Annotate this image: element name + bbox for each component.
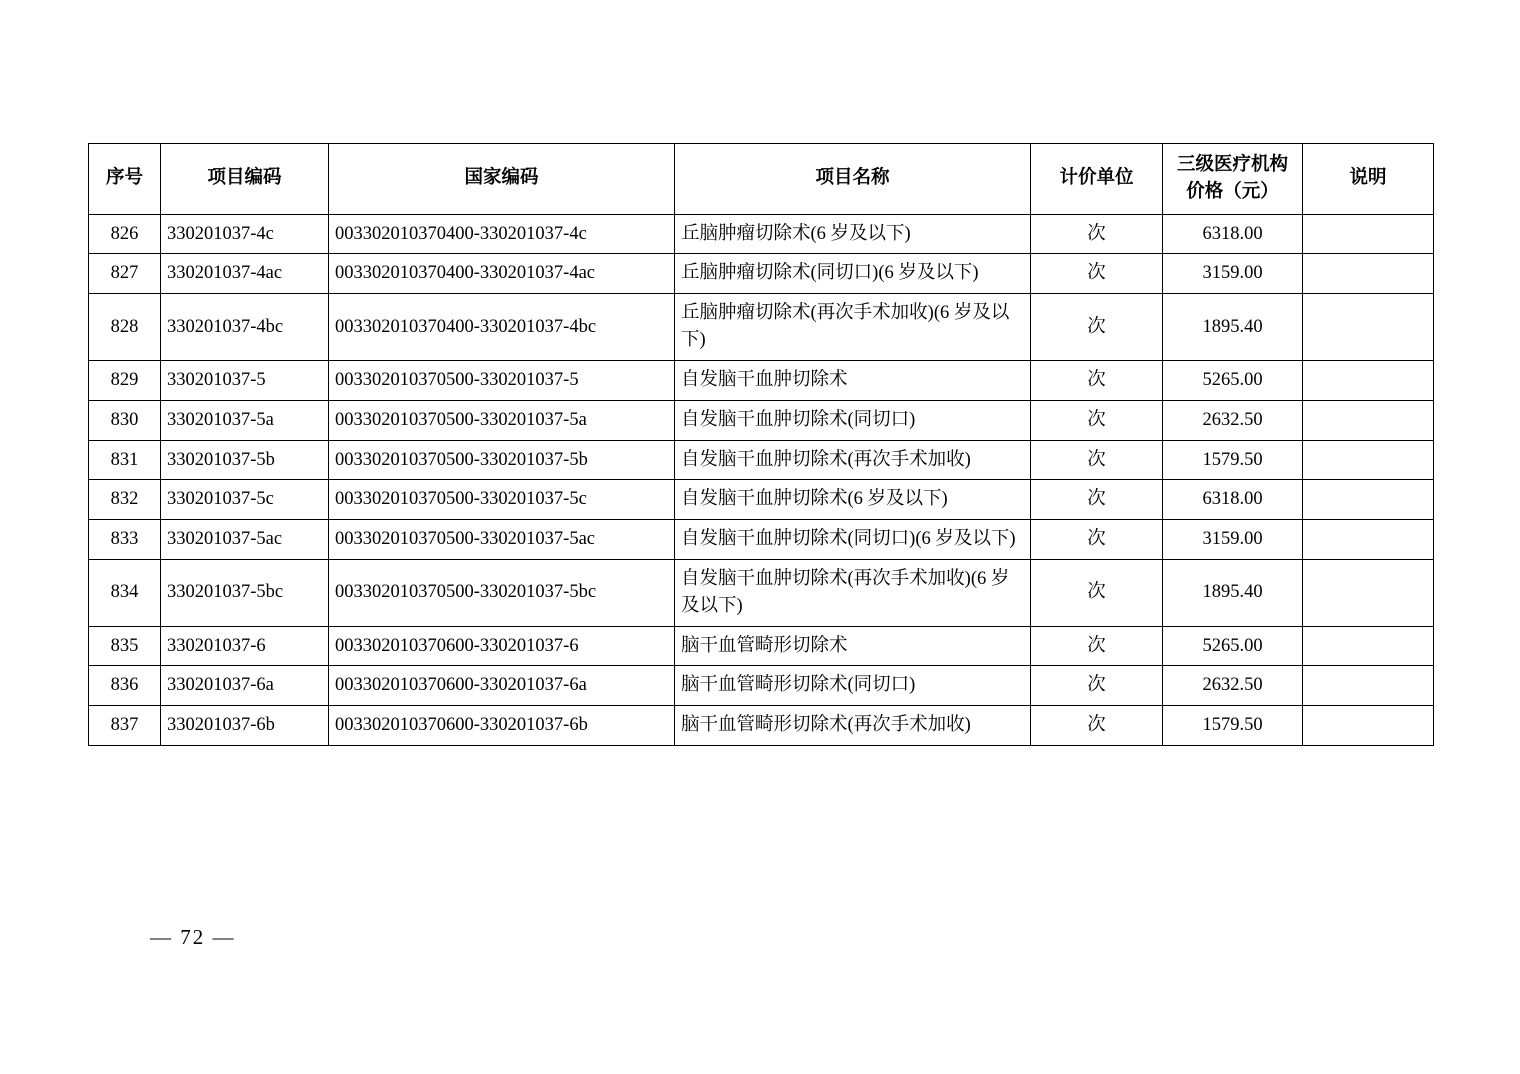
cell-price: 6318.00 (1163, 480, 1303, 520)
table-row (89, 626, 1434, 666)
cell-code: 330201037-5bc (161, 559, 329, 626)
cell-code: 330201037-5 (161, 360, 329, 400)
cell-price: 1895.40 (1163, 294, 1303, 361)
medical-price-table (88, 143, 1434, 746)
cell-national-code: 003302010370400-330201037-4bc (329, 294, 675, 361)
cell-code: 330201037-5a (161, 400, 329, 440)
cell-national-code: 003302010370600-330201037-6b (329, 706, 675, 746)
cell-price: 2632.50 (1163, 666, 1303, 706)
cell-seq: 826 (89, 214, 161, 254)
cell-note (1303, 520, 1434, 560)
cell-name: 丘脑肿瘤切除术(同切口)(6 岁及以下) (675, 254, 1031, 294)
cell-note (1303, 440, 1434, 480)
table-row (89, 559, 1434, 626)
column-header-price-line2: 价格（元） (1186, 181, 1279, 202)
cell-national-code: 003302010370600-330201037-6a (329, 666, 675, 706)
cell-seq: 833 (89, 520, 161, 560)
table-row (89, 440, 1434, 480)
cell-unit: 次 (1031, 214, 1163, 254)
table-header-row (89, 144, 1434, 215)
cell-national-code: 003302010370400-330201037-4c (329, 214, 675, 254)
table-row (89, 706, 1434, 746)
cell-seq: 837 (89, 706, 161, 746)
cell-seq: 827 (89, 254, 161, 294)
cell-code: 330201037-5b (161, 440, 329, 480)
cell-code: 330201037-6a (161, 666, 329, 706)
cell-code: 330201037-4c (161, 214, 329, 254)
cell-national-code: 003302010370500-330201037-5b (329, 440, 675, 480)
column-header-national-code: 国家编码 (329, 144, 675, 215)
table-row (89, 666, 1434, 706)
cell-national-code: 003302010370500-330201037-5ac (329, 520, 675, 560)
column-header-name: 项目名称 (675, 144, 1031, 215)
cell-unit: 次 (1031, 480, 1163, 520)
table-row (89, 480, 1434, 520)
cell-seq: 831 (89, 440, 161, 480)
cell-price: 3159.00 (1163, 254, 1303, 294)
column-header-note: 说明 (1303, 144, 1434, 215)
cell-unit: 次 (1031, 400, 1163, 440)
column-header-code: 项目编码 (161, 144, 329, 215)
cell-name: 自发脑干血肿切除术 (675, 360, 1031, 400)
cell-note (1303, 626, 1434, 666)
cell-price: 5265.00 (1163, 626, 1303, 666)
cell-unit: 次 (1031, 440, 1163, 480)
table-row (89, 254, 1434, 294)
cell-national-code: 003302010370500-330201037-5 (329, 360, 675, 400)
cell-note (1303, 214, 1434, 254)
cell-note (1303, 706, 1434, 746)
cell-unit: 次 (1031, 706, 1163, 746)
cell-name: 自发脑干血肿切除术(再次手术加收)(6 岁及以下) (675, 559, 1031, 626)
cell-price: 5265.00 (1163, 360, 1303, 400)
cell-code: 330201037-4ac (161, 254, 329, 294)
cell-unit: 次 (1031, 559, 1163, 626)
column-header-seq: 序号 (89, 144, 161, 215)
cell-unit: 次 (1031, 666, 1163, 706)
column-header-unit: 计价单位 (1031, 144, 1163, 215)
cell-price: 2632.50 (1163, 400, 1303, 440)
cell-code: 330201037-6b (161, 706, 329, 746)
cell-code: 330201037-5ac (161, 520, 329, 560)
cell-price: 1895.40 (1163, 559, 1303, 626)
cell-name: 脑干血管畸形切除术(同切口) (675, 666, 1031, 706)
cell-price: 1579.50 (1163, 440, 1303, 480)
cell-note (1303, 294, 1434, 361)
cell-note (1303, 666, 1434, 706)
cell-seq: 836 (89, 666, 161, 706)
table-row (89, 360, 1434, 400)
cell-price: 3159.00 (1163, 520, 1303, 560)
cell-name: 自发脑干血肿切除术(同切口)(6 岁及以下) (675, 520, 1031, 560)
column-header-price (1163, 144, 1303, 215)
cell-seq: 835 (89, 626, 161, 666)
cell-name: 自发脑干血肿切除术(6 岁及以下) (675, 480, 1031, 520)
cell-name: 脑干血管畸形切除术 (675, 626, 1031, 666)
table-row (89, 214, 1434, 254)
cell-code: 330201037-4bc (161, 294, 329, 361)
cell-note (1303, 254, 1434, 294)
cell-unit: 次 (1031, 360, 1163, 400)
table-row (89, 400, 1434, 440)
cell-code: 330201037-6 (161, 626, 329, 666)
cell-seq: 832 (89, 480, 161, 520)
cell-national-code: 003302010370500-330201037-5a (329, 400, 675, 440)
cell-name: 脑干血管畸形切除术(再次手术加收) (675, 706, 1031, 746)
cell-price: 6318.00 (1163, 214, 1303, 254)
cell-national-code: 003302010370400-330201037-4ac (329, 254, 675, 294)
cell-name: 丘脑肿瘤切除术(6 岁及以下) (675, 214, 1031, 254)
cell-code: 330201037-5c (161, 480, 329, 520)
cell-unit: 次 (1031, 254, 1163, 294)
cell-name: 丘脑肿瘤切除术(再次手术加收)(6 岁及以下) (675, 294, 1031, 361)
cell-note (1303, 360, 1434, 400)
cell-name: 自发脑干血肿切除术(同切口) (675, 400, 1031, 440)
cell-seq: 829 (89, 360, 161, 400)
cell-unit: 次 (1031, 520, 1163, 560)
cell-seq: 834 (89, 559, 161, 626)
cell-note (1303, 559, 1434, 626)
cell-unit: 次 (1031, 626, 1163, 666)
cell-note (1303, 400, 1434, 440)
cell-seq: 830 (89, 400, 161, 440)
table-row (89, 294, 1434, 361)
cell-national-code: 003302010370600-330201037-6 (329, 626, 675, 666)
cell-price: 1579.50 (1163, 706, 1303, 746)
column-header-price-line1: 三级医疗机构 (1176, 155, 1288, 175)
cell-national-code: 003302010370500-330201037-5c (329, 480, 675, 520)
cell-name: 自发脑干血肿切除术(再次手术加收) (675, 440, 1031, 480)
page-number: — 72 — (150, 925, 236, 949)
cell-national-code: 003302010370500-330201037-5bc (329, 559, 675, 626)
cell-unit: 次 (1031, 294, 1163, 361)
table-row (89, 520, 1434, 560)
cell-seq: 828 (89, 294, 161, 361)
cell-note (1303, 480, 1434, 520)
